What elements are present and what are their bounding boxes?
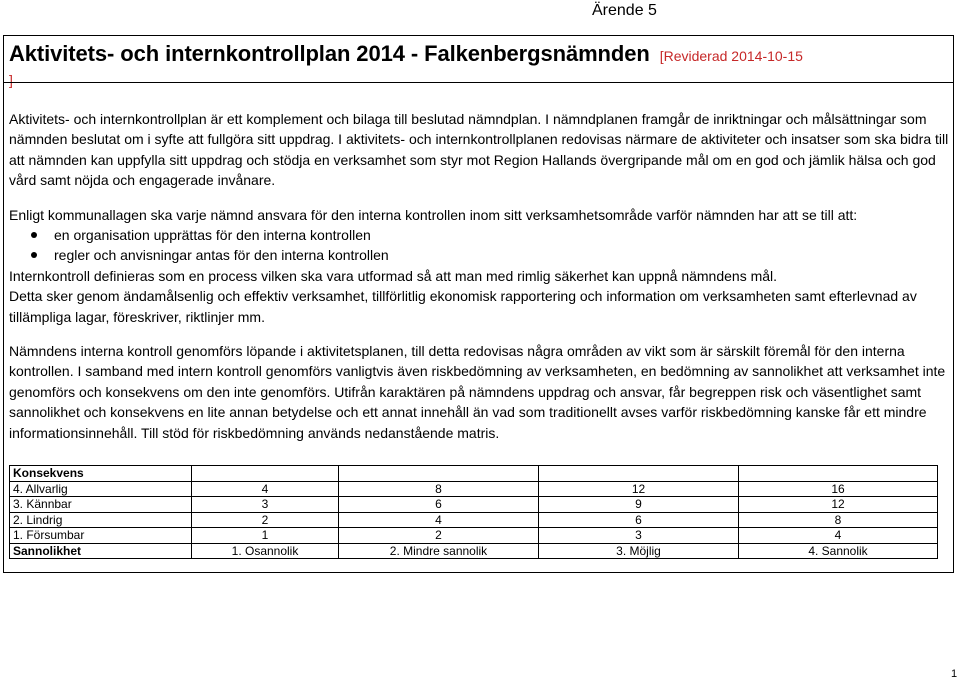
table-row: [10, 512, 938, 528]
table-cell: 3: [192, 497, 339, 513]
list-item: [9, 225, 949, 245]
document-frame: [3, 35, 954, 573]
row-label: 2. Lindrig: [10, 512, 192, 528]
risk-matrix-table: [9, 465, 938, 559]
table-cell: 8: [739, 512, 938, 528]
table-cell: 2. Mindre sannolik: [339, 543, 539, 559]
control-paragraph: Nämndens interna kontroll genomförs löpande i aktivitetsplanen, till detta redovisas några områden av vikt som är särskilt föremål för den interna kontrollen. I samband med intern kontroll genomförs vanligtvis även riskbedömning av verksamheten, en bedömning av sannolikhet att verksamhet inte genomförs och konsekvens om den inte genomförs. Utifrån karaktären på nämndens uppdrag och ansvar, får begreppen risk och väsentlighet samt sannolikhet och konsekvens en lite annan betydelse och ett annat innehåll än vad som traditionellt avses varför riskbedömning kanske får ett mindre informationsinnehåll. Till stöd för riskbedömning används nedanstående matris.: [9, 343, 946, 441]
law-paragraph: Enligt kommunallagen ska varje nämnd ansvara för den interna kontrollen inom sitt verksamhetsområde varför nämnden har att se till att:: [9, 206, 858, 223]
bullet-icon: [31, 232, 37, 238]
table-cell: 4. Sannolik: [739, 543, 938, 559]
definition-paragraph-1: Internkontroll definieras som en process vilken ska vara utformad så att man med rimlig säkerhet kan uppnå nämndens mål.: [9, 267, 778, 284]
table-cell: [339, 466, 539, 482]
intro-paragraph: Aktivitets- och internkontrollplan är ett komplement och bilaga till beslutad nämndplan. I nämndplanen framgår de inriktningar och målsättningar som nämnden beslutat om i syfte att fullgöra sitt uppdrag. I aktivitets- och internkontrollplanen redovisas närmare de aktiviteter och insatser som ska bidra till att nämnden kan uppfylla sitt uppdrag och stödja en verksamhet som styr mot Region Hallands övergripande mål om en god och jämlik hälsa och god vård samt nöjda och engagerade invånare.: [9, 111, 949, 189]
title-main: Aktivitets- och internkontrollplan 2014 - Falkenbergsnämnden: [9, 41, 650, 66]
table-cell: 8: [339, 481, 539, 497]
definition-paragraph-2: Detta sker genom ändamålsenlig och effektiv verksamhet, tillförlitlig ekonomisk rapportering och information om verksamheten samt efterlevnad av tillämpliga lagar, föreskriver, riktlinjer mm.: [9, 288, 917, 325]
revision-note: [Reviderad 2014-10-15: [659, 48, 803, 64]
table-cell: 3. Möjlig: [539, 543, 739, 559]
document-body: [9, 109, 949, 443]
table-cell: 6: [539, 512, 739, 528]
table-row: [10, 543, 938, 559]
row-label: 1. Försumbar: [10, 528, 192, 544]
table-cell: 12: [539, 481, 739, 497]
table-cell: 12: [739, 497, 938, 513]
table-header-cell: Konsekvens: [10, 466, 192, 482]
bullet-icon: [31, 252, 37, 258]
list-item-text: regler och anvisningar antas för den interna kontrollen: [54, 247, 389, 264]
table-cell: 4: [339, 512, 539, 528]
table-cell: 1: [192, 528, 339, 544]
table-row: [10, 528, 938, 544]
table-cell: 3: [539, 528, 739, 544]
title-divider: [4, 82, 953, 83]
table-cell: 6: [339, 497, 539, 513]
table-cell: [739, 466, 938, 482]
table-cell: 9: [539, 497, 739, 513]
case-label: Ärende 5: [592, 2, 657, 19]
row-label: 4. Allvarlig: [10, 481, 192, 497]
row-label: 3. Kännbar: [10, 497, 192, 513]
list-item-text: en organisation upprättas för den interna kontrollen: [54, 227, 371, 244]
table-cell: [192, 466, 339, 482]
table-cell: 2: [192, 512, 339, 528]
table-row: [10, 497, 938, 513]
list-item: [9, 245, 949, 265]
table-cell: 16: [739, 481, 938, 497]
table-row: [10, 481, 938, 497]
page-number: 1: [951, 668, 958, 680]
table-cell: 1. Osannolik: [192, 543, 339, 559]
table-cell: 4: [739, 528, 938, 544]
table-row: [10, 466, 938, 482]
document-title: [9, 41, 949, 88]
table-cell: [539, 466, 739, 482]
revision-note-end: ]: [9, 72, 13, 88]
table-cell: 2: [339, 528, 539, 544]
table-cell: 4: [192, 481, 339, 497]
bullet-list: [9, 225, 949, 266]
table-footer-label: Sannolikhet: [10, 543, 192, 559]
